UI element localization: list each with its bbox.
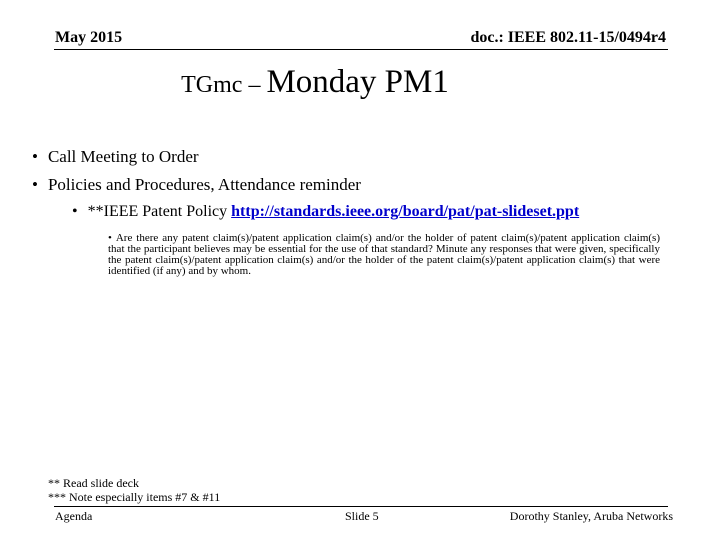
bullet-patent-question <box>108 233 660 277</box>
slide-title-main: Monday PM1 <box>266 64 449 100</box>
bullet-marker: • <box>72 203 78 220</box>
bullet-call-meeting-text: Call Meeting to Order <box>47 147 199 166</box>
slide-title-prefix: TGmc – <box>181 72 267 98</box>
patent-policy-label: **IEEE Patent Policy <box>87 203 232 220</box>
slide-title <box>0 64 630 101</box>
bullet-policies <box>32 175 361 195</box>
bullet-marker: • <box>32 175 38 194</box>
patent-question-text: Are there any patent claim(s)/patent application claim(s) and/or the holder of patent claim(s)/patent application claim(s) that the participant believes may be essential for the use of that standard? Minute any responses that were given, specifically the patent claim(s)/patent application claim(s) and/or the holder of the patent claim(s)/patent application claim(s) that were identified (if any) and by whom. <box>108 232 660 277</box>
bullet-marker: • <box>32 147 38 166</box>
footer-slide-number: Slide 5 <box>345 509 379 523</box>
patent-policy-link[interactable]: http://standards.ieee.org/board/pat/pat-slideset.ppt <box>231 203 580 220</box>
footer-left: Agenda <box>55 509 93 523</box>
bullet-policies-text: Policies and Procedures, Attendance reminder <box>47 175 361 194</box>
header-divider <box>54 49 668 50</box>
header-date: May 2015 <box>55 29 123 46</box>
bullet-marker: • <box>108 232 112 244</box>
footer-author: Dorothy Stanley, Aruba Networks <box>509 509 673 523</box>
bullet-patent-policy <box>72 203 579 221</box>
footer-divider <box>54 506 668 507</box>
bullet-call-meeting <box>32 147 199 167</box>
note-read-slide-deck: ** Read slide deck <box>48 476 139 490</box>
note-items: *** Note especially items #7 & #11 <box>48 490 221 504</box>
header-doc-id: doc.: IEEE 802.11-15/0494r4 <box>470 29 666 46</box>
